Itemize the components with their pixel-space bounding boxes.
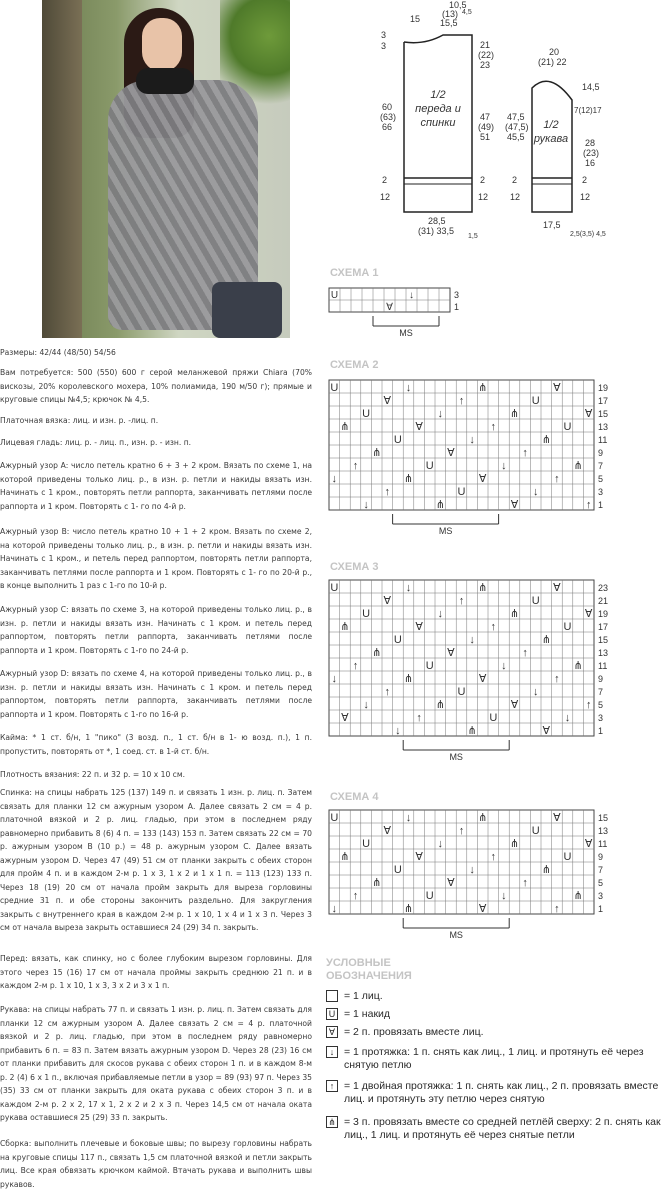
stitch-symbol: ∀ — [553, 582, 561, 594]
collar — [136, 68, 194, 94]
dim-side-49: (49) — [478, 122, 495, 132]
front-text: Перед: вязать, как спинку, но с более глубоким вырезом горловины. Для этого через 15 (16) 17 см от начала проймы закрыть среднюю 21 п. и в каждом 2-м р. 1 х 10, 1 х 3, 3 х 2 и 3 х 1 п. — [0, 954, 312, 990]
stitch-symbol: U — [330, 582, 339, 594]
s2-row-number: 17 — [598, 396, 609, 406]
stitch-symbol: ↑ — [352, 660, 359, 672]
stitch-symbol: ∀ — [584, 408, 593, 420]
s3-row-number: 23 — [598, 583, 609, 593]
dim-armhole-23: 23 — [480, 60, 491, 70]
legend-item-knit — [326, 990, 666, 1004]
legend-yo-text: = 1 накид — [344, 1008, 391, 1020]
stitch-symbol: ↑ — [585, 699, 592, 711]
stitch-symbol: U — [563, 621, 572, 633]
stitch-symbol: ↑ — [384, 486, 391, 498]
dim-band-12r: 12 — [478, 192, 489, 202]
dim-shoulder: 15 — [410, 14, 421, 24]
model-face — [142, 18, 182, 72]
stitch-symbol: ↑ — [352, 890, 359, 902]
stitch-symbol: ↓ — [409, 290, 414, 301]
legend-cdd-text: = 3 п. провязать вместе со средней петлёй сверху: 2 п. снять как лиц., 1 лиц. и протянуть её через снятые петли — [344, 1116, 661, 1141]
stitch-symbol: ⋔ — [573, 890, 583, 902]
s4-row-number: 9 — [598, 852, 604, 862]
stockinette-text: Лицевая гладь: лиц. р. - лиц. п., изн. р. - изн. п. — [0, 438, 192, 447]
stitch-symbol: ⋔ — [372, 877, 382, 889]
sleeve-pattern-label-2: рукава — [533, 133, 569, 145]
stitch-symbol: U — [362, 608, 371, 620]
dim-sh-3a: 3 — [381, 30, 387, 40]
s3-row-number: 9 — [598, 674, 604, 684]
stitch-symbol: ∀ — [447, 647, 455, 659]
legend-title-1: УСЛОВНЫЕ — [326, 957, 391, 969]
stitch-symbol: ∀ — [383, 395, 392, 407]
legend-item-ssk — [326, 1046, 666, 1074]
legend-item-yo — [326, 1008, 666, 1022]
stitch-symbol: ⋔ — [403, 903, 414, 915]
s4-row-number: 11 — [598, 839, 608, 849]
dim-side-51: 51 — [480, 132, 491, 142]
s4-row-number: 15 — [598, 813, 609, 823]
stitch-symbol: ∀ — [447, 447, 455, 459]
s4-row-number: 5 — [598, 878, 604, 888]
s2-ms-label: MS — [438, 526, 453, 536]
dim-sl-2: 2 — [512, 175, 518, 185]
stitch-symbol: U — [362, 408, 371, 420]
body-pattern-label-1: 1/2 — [430, 89, 446, 101]
stitch-symbol: ∀ — [447, 877, 455, 889]
stitch-symbol: U — [531, 595, 540, 607]
scheme-4-title: СХЕМА 4 — [330, 791, 379, 803]
pattern-c-text: Ажурный узор С: вязать по схеме 3, на которой приведены только лиц. р., в изн. р. петли и накиды вязать изн. Начинать с 1 кром. и петель перед раппортом, повторять петли раппорта, заканчивать петлями после раппорта и 1 кром. Повторять с 1-го по 24-й р. — [0, 605, 312, 655]
s2-row-number: 13 — [598, 422, 609, 432]
stitch-symbol: ⋔ — [467, 725, 477, 737]
s1-row-number: 1 — [454, 302, 460, 312]
s2-row-number: 15 — [598, 409, 609, 419]
dim-sl-145: 14,5 — [582, 82, 600, 92]
cdd-icon: ⋔ — [326, 1116, 338, 1128]
stitch-symbol: ⋔ — [435, 499, 445, 511]
yarn-over-icon: U — [326, 1008, 338, 1020]
stitch-symbol: ↑ — [352, 460, 359, 472]
stitch-symbol: U — [330, 812, 339, 824]
stitch-symbol: U — [393, 434, 402, 446]
sizes-text: Размеры: 42/44 (48/50) 54/56 — [0, 348, 116, 357]
dim-sl-455: 45,5 — [507, 132, 525, 142]
stitch-symbol: ∀ — [510, 699, 519, 711]
s3-row-number: 11 — [598, 661, 608, 671]
dim-top-neck: 10,5 — [449, 0, 467, 10]
dim-sl-12: 12 — [510, 192, 521, 202]
s2-row-number: 7 — [598, 461, 604, 471]
s4-row-number: 7 — [598, 865, 604, 875]
s3-row-number: 3 — [598, 713, 604, 723]
stitch-symbol: ↓ — [405, 812, 412, 824]
legend-item-double — [326, 1080, 666, 1108]
schemes-panel — [318, 0, 670, 960]
stitch-symbol: ⋔ — [478, 382, 488, 394]
s2-row-number: 19 — [598, 383, 609, 393]
dim-sh-3b: 3 — [381, 41, 387, 51]
stitch-symbol: ↑ — [490, 851, 497, 863]
stitch-symbol: ⋔ — [340, 421, 350, 433]
stitch-symbol: ∀ — [478, 473, 487, 485]
stitch-symbol: U — [531, 825, 540, 837]
stitch-symbol: ↑ — [522, 877, 528, 889]
s2-row-number: 3 — [598, 487, 604, 497]
s4-row-number: 1 — [598, 904, 604, 914]
stitch-symbol: U — [330, 290, 339, 301]
stitch-symbol: U — [425, 660, 434, 672]
handbag — [212, 282, 282, 338]
dim-armhole-21: 21 — [480, 40, 491, 50]
stitch-symbol: ∀ — [415, 621, 423, 633]
s4-row-number: 3 — [598, 891, 604, 901]
stitch-symbol: U — [362, 838, 371, 850]
s3-row-number: 1 — [598, 726, 604, 736]
stitch-symbol: ↓ — [564, 712, 571, 724]
garter-text: Платочная вязка: лиц. и изн. р. -лиц. п. — [0, 416, 159, 425]
dim-neck-45: 4,5 — [462, 9, 472, 16]
stitch-symbol: ∀ — [386, 302, 393, 313]
stitch-symbol: ⋔ — [509, 838, 520, 850]
stitch-symbol: ⋔ — [372, 447, 382, 459]
s2-row-number: 1 — [598, 500, 604, 510]
pattern-d-text: Ажурный узор D: вязать по схеме 4, на которой приведены только лиц. р., в изн. р. петли и накиды вязать изн. Начинать с 1 кром. и петель перед раппортом, повторять петли раппорта, заканчивать петлями после раппорта и 1 кром. Повторять с 1-го по 16-й р. — [0, 669, 312, 719]
stitch-symbol: ∀ — [415, 851, 423, 863]
assembly-text: Сборка: выполнить плечевые и боковые швы; по вырезу горловины набрать на круговые спицы 117 п., связать 1,5 см платочной вязкой и петли закрыть лиц. Все края обвязать крючком каймой. Втачать рукава и выполнить швы рукавов. — [0, 1139, 312, 1189]
stitch-symbol: U — [425, 890, 434, 902]
stitch-symbol: ↓ — [331, 673, 338, 685]
sleeve-text: Рукава: на спицы набрать 77 п. и связать 1 изн. р. лиц. п. Затем связать для планки 12 см ажурным узором А. Далее связать 2 см = 4 р. платочной вязкой и 2 р. лиц. гладью, при этом в последнем ряду равномерно прибавить 6 п. = 83 п. Затем вязать ажурным узором D. Через 28 (23) 16 см от планки прибавить для скосов рукава с обеих сторон 1 п. и в каждом 8-м р. 2 (4) 6 х 1 п., включая прибавляемые петли в узор = 89 (93) 97 п. Через 35 (35) 33 см от планки закрыть для оката рукава с обеих сторон 3 п. и в каждом 2-м р. 2 х 2, 17 х 1, 2 х 2 и 2 х 3 п. Через 14,5 см от начала оката рукава оставшиеся 25 (29) 33 п. закрыть. — [0, 1005, 312, 1122]
materials-text: Вам потребуется: 500 (550) 600 г серой меланжевой пряжи Chiara (70% вискозы, 20% королевского мохера, 10% полиамида, 190 м/50 г); прямые и круговые спицы №4,5; крючок № 4,5. — [0, 368, 312, 404]
stitch-symbol: ↓ — [501, 890, 507, 902]
legend-k2tog-text: = 2 п. провязать вместе лиц. — [344, 1026, 484, 1038]
stitch-symbol: ∀ — [415, 421, 423, 433]
stitch-symbol: ↓ — [469, 634, 475, 646]
stitch-symbol: ↓ — [532, 686, 539, 698]
tree-trunk — [42, 0, 82, 338]
dim-sl-20: 20 — [549, 47, 560, 57]
scheme-1-title: СХЕМА 1 — [330, 267, 379, 279]
stitch-symbol: ↑ — [458, 395, 465, 407]
legend-title-2: ОБОЗНАЧЕНИЯ — [326, 970, 412, 982]
stitch-symbol: ↑ — [554, 473, 560, 485]
stitch-symbol: ↑ — [522, 447, 528, 459]
stitch-symbol: ∀ — [383, 825, 392, 837]
dim-band-2r: 2 — [480, 175, 486, 185]
stitch-symbol: ∀ — [478, 903, 487, 915]
dim-len-63: (63) — [380, 112, 397, 122]
edging-text: Кайма: * 1 ст. б/н, 1 "пико" (3 возд. п., 1 ст. б/н в 1- ю возд. п.), 1 п. пропустить, повторять от *, 1 соед. ст. в 1-й ст. б/н. — [0, 733, 312, 756]
stitch-symbol: ↓ — [469, 434, 475, 446]
stitch-symbol: ↑ — [522, 647, 528, 659]
stitch-symbol: ↓ — [363, 499, 369, 511]
dim-len-66: 66 — [382, 122, 393, 132]
legend-double-text: = 1 двойная протяжка: 1 п. снять как лиц., 2 п. провязать вместе лиц. и протянуть эту петлю через снятую — [344, 1080, 659, 1105]
stitch-symbol: ⋔ — [478, 812, 488, 824]
stitch-symbol: ⋔ — [573, 660, 583, 672]
stitch-symbol: U — [457, 686, 466, 698]
s3-row-number: 19 — [598, 609, 609, 619]
stitch-symbol: ⋔ — [340, 621, 350, 633]
dim-width-285: 28,5 — [428, 216, 446, 226]
s3-row-number: 21 — [598, 596, 609, 606]
stitch-symbol: ↓ — [363, 699, 369, 711]
dim-sl-475: 47,5 — [507, 112, 525, 122]
stitch-symbol: ⋔ — [403, 473, 414, 485]
dim-sl-12r: 12 — [580, 192, 591, 202]
stitch-symbol: ⋔ — [541, 634, 551, 646]
stitch-symbol: U — [393, 634, 402, 646]
s3-row-number: 5 — [598, 700, 604, 710]
empty-square-icon — [326, 990, 338, 1002]
stitch-symbol: ↑ — [458, 825, 465, 837]
stitch-symbol: U — [531, 395, 540, 407]
stitch-symbol: ∀ — [341, 712, 349, 724]
dim-sl-25: 2,5(3,5) 4,5 — [570, 231, 606, 238]
s3-ms-label: MS — [449, 752, 463, 762]
stitch-symbol: ⋔ — [403, 673, 414, 685]
back-text: Спинка: на спицы набрать 125 (137) 149 п. и связать 1 изн. р. лиц. п. Затем связать для планки 12 см ажурным узором А. Далее связать 2 см = 4 р. платочной вязкой и 2 р. лиц. гладью, при этом в последнем ряду равномерно прибавить 8 (6) 4 п. = 133 (143) 153 п. Затем связать 22 см = 70 р. ажурным узором В (10 р.) = 48 р. ажурным узором С. Далее вязать ажурным узором D. Через 47 (49) 51 см от планки закрыть с обеих сторон для пройм 4 п. и в каждом 2-м р. 1 х 3, 1 х 2 и 1 х 1 п. = 113 (123) 133 п. Через 18 (19) 20 см от начала пройм закрыть для выреза горловины средние 31 п. и обе стороны закончить раздельно. Для закругления закрыть с внутреннего края в каждом 2-м р. 1 х 10, 1 х 4 и 1 х 3 п. Через 3 см от начала выреза закрыть оставшиеся 24 (29) 34 п. закрыть. — [0, 788, 312, 932]
dim-len-60: 60 — [382, 102, 393, 112]
stitch-symbol: ↑ — [384, 686, 391, 698]
stitch-symbol: ↓ — [395, 725, 401, 737]
dim-neck-155: 15,5 — [440, 18, 458, 28]
s1-ms-label: MS — [399, 328, 413, 338]
stitch-symbol: ↓ — [469, 864, 475, 876]
s3-row-number: 17 — [598, 622, 609, 632]
dim-neck-13: (13) — [442, 9, 459, 19]
body-pattern-label-3: спинки — [420, 117, 456, 129]
stitch-symbol: ↑ — [554, 673, 560, 685]
pattern-a-text: Ажурный узор А: число петель кратно 6 + 3 + 2 кром. Вязать по схеме 1, на которой приведены только лиц. р., в изн. р. петли и накиды вязать изн. Начинать с 1 кром., повторять петли раппорта, заканчивать петлями после раппорта и 1 кром. Повторять с 1- го по 4-й р. — [0, 461, 312, 511]
dim-sl-175: 17,5 — [543, 220, 561, 230]
pattern-b-text: Ажурный узор В: число петель кратно 10 + 1 + 2 кром. Вязать по схеме 2, на которой приведены только лиц. р., в изн. р. петли и накиды вязать изн. Начинать с 1 кром., и петель перед раппортом, повторять петли раппорта, заканчивать петлями после раппорта и 1 кром. Повторять с 1- го по 20-й р., в конце выполнить 1 раз с 1-го по 10-й р. — [0, 527, 312, 590]
dim-sl-475b: (47,5) — [505, 122, 529, 132]
legend-item-k2tog — [326, 1026, 666, 1040]
stitch-symbol: ↓ — [532, 486, 539, 498]
s3-row-number: 7 — [598, 687, 604, 697]
stitch-symbol: ⋔ — [573, 460, 583, 472]
dim-width-15: 1,5 — [468, 233, 478, 240]
stitch-symbol: ↓ — [405, 582, 412, 594]
stitch-symbol: ↓ — [331, 903, 338, 915]
model-photo — [42, 0, 290, 338]
stitch-symbol: ↑ — [490, 621, 497, 633]
stitch-symbol: ⋔ — [340, 851, 350, 863]
stitch-symbol: ∀ — [553, 812, 561, 824]
dim-sl-28: 28 — [585, 138, 596, 148]
stitch-symbol: ∀ — [584, 608, 593, 620]
stitch-symbol: ∀ — [478, 673, 487, 685]
stitch-symbol: U — [330, 382, 339, 394]
stitch-symbol: ↑ — [490, 421, 497, 433]
stitch-symbol: ⋔ — [435, 699, 445, 711]
s4-row-number: 13 — [598, 826, 609, 836]
double-arrow-up-icon: ↑ — [326, 1080, 338, 1092]
stitch-symbol: ↓ — [437, 408, 444, 420]
dim-band-12: 12 — [380, 192, 391, 202]
stitch-symbol: ∀ — [510, 499, 519, 511]
dim-sl-7: 7(12)17 — [574, 106, 602, 115]
stitch-symbol: ∀ — [383, 595, 392, 607]
s4-ms-label: MS — [449, 930, 463, 940]
k2tog-icon: ∀ — [326, 1026, 338, 1038]
arrow-down-icon: ↓ — [326, 1046, 338, 1058]
stitch-symbol: ⋔ — [372, 647, 382, 659]
s3-row-number: 15 — [598, 635, 609, 645]
scheme-3-title: СХЕМА 3 — [330, 561, 379, 573]
dim-band-2: 2 — [382, 175, 388, 185]
stitch-symbol: ∀ — [553, 382, 561, 394]
stitch-symbol: U — [563, 851, 572, 863]
dim-width-31: (31) 33,5 — [418, 226, 455, 236]
dim-sl-2r: 2 — [582, 175, 588, 185]
dim-sl-23: (23) — [583, 148, 600, 158]
legend-ssk-text: = 1 протяжка: 1 п. снять как лиц., 1 лиц. и протянуть её через снятую петлю — [344, 1046, 644, 1071]
stitch-symbol: ↑ — [458, 595, 465, 607]
s2-row-number: 5 — [598, 474, 604, 484]
stitch-symbol: U — [489, 712, 498, 724]
sleeve-pattern-outline — [532, 81, 572, 212]
stitch-symbol: U — [563, 421, 572, 433]
legend-knit-text: = 1 лиц. — [344, 990, 383, 1002]
stitch-symbol: ↓ — [437, 838, 444, 850]
stitch-symbol: ⋔ — [541, 864, 551, 876]
stitch-symbol: ↓ — [437, 608, 444, 620]
stitch-symbol: ⋔ — [509, 408, 520, 420]
stitch-symbol: ↓ — [405, 382, 412, 394]
scheme-2-title: СХЕМА 2 — [330, 359, 379, 371]
stitch-symbol: ↑ — [416, 712, 422, 724]
stitch-symbol: ↑ — [554, 903, 560, 915]
legend-item-cdd — [326, 1116, 666, 1144]
stitch-symbol: U — [393, 864, 402, 876]
s2-row-number: 11 — [598, 435, 608, 445]
s2-row-number: 9 — [598, 448, 604, 458]
stitch-symbol: ∀ — [542, 725, 551, 737]
stitch-symbol: ∀ — [584, 838, 593, 850]
dim-side-47: 47 — [480, 112, 491, 122]
body-pattern-label-2: переда и — [415, 103, 461, 115]
stitch-symbol: U — [457, 486, 466, 498]
sleeve-pattern-label-1: 1/2 — [543, 119, 559, 131]
dim-sl-16: 16 — [585, 158, 596, 168]
s1-row-number: 3 — [454, 290, 460, 300]
stitch-symbol: ↓ — [331, 473, 338, 485]
s3-row-number: 13 — [598, 648, 609, 658]
stitch-symbol: ⋔ — [541, 434, 551, 446]
dim-sl-2122: (21) 22 — [538, 57, 567, 67]
stitch-symbol: ↓ — [501, 460, 507, 472]
stitch-symbol: ⋔ — [509, 608, 520, 620]
gauge-text: Плотность вязания: 22 п. и 32 р. = 10 х 10 см. — [0, 770, 186, 779]
stitch-symbol: ↑ — [585, 499, 592, 511]
stitch-symbol: ↓ — [501, 660, 507, 672]
stitch-symbol: ⋔ — [478, 582, 488, 594]
dim-armhole-22: (22) — [478, 50, 495, 60]
stitch-symbol: U — [425, 460, 434, 472]
